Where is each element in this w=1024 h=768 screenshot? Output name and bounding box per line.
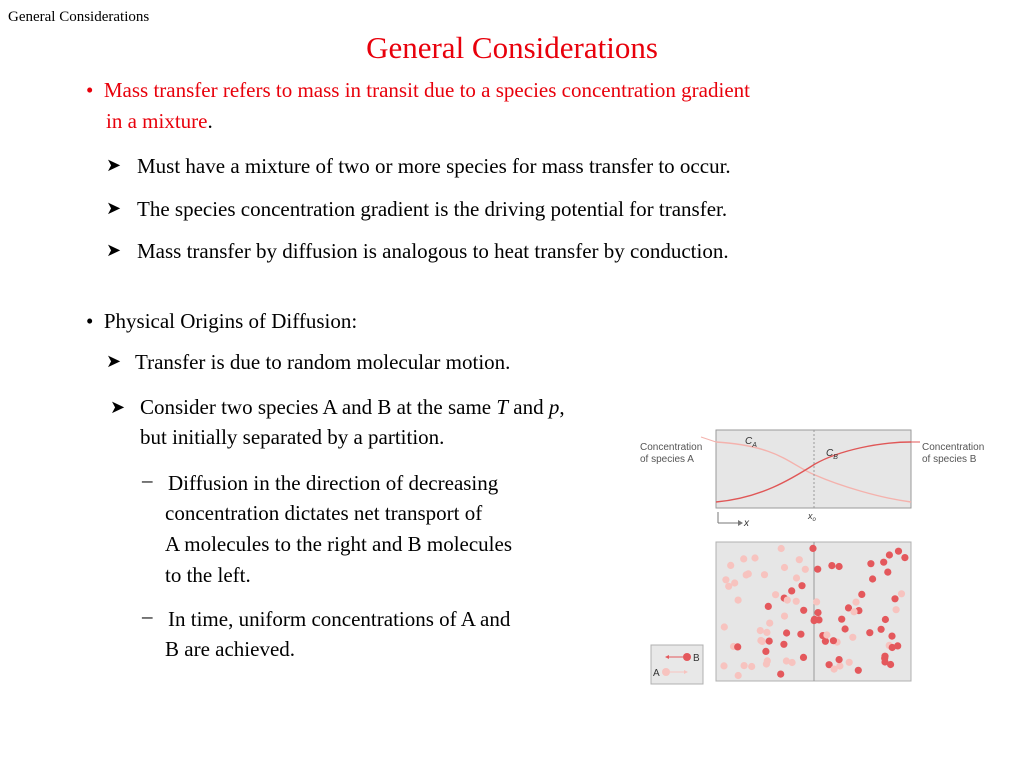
molecule-a bbox=[735, 672, 742, 679]
molecule-a bbox=[796, 556, 803, 563]
molecule-b bbox=[884, 569, 891, 576]
molecule-b bbox=[809, 545, 816, 552]
molecule-a bbox=[761, 571, 768, 578]
bullet-mass-transfer-line2: in a mixture bbox=[106, 109, 208, 133]
molecule-a bbox=[743, 571, 750, 578]
temperature-symbol: T bbox=[496, 395, 509, 419]
dash1-line3: A molecules to the right and B molecules bbox=[165, 532, 513, 556]
molecule-b bbox=[858, 591, 865, 598]
molecule-a bbox=[893, 606, 900, 613]
bullet-dot: • bbox=[86, 309, 94, 333]
sub-bullet-random-motion: Transfer is due to random molecular motion. bbox=[135, 350, 511, 374]
dash-bullet: – bbox=[142, 468, 153, 492]
molecule-b bbox=[734, 643, 741, 650]
dash2-line1: In time, uniform concentrations of A and bbox=[168, 607, 511, 631]
molecule-b bbox=[867, 560, 874, 567]
molecule-a bbox=[748, 663, 755, 670]
molecule-b bbox=[878, 626, 885, 633]
molecule-b bbox=[814, 609, 821, 616]
molecule-a bbox=[722, 576, 729, 583]
molecule-a bbox=[751, 554, 758, 561]
xo-label: $x_o$ bbox=[808, 511, 816, 523]
molecule-a bbox=[763, 629, 770, 636]
bullet-mass-transfer-cont bbox=[106, 106, 213, 137]
x-axis-arrowhead bbox=[738, 520, 743, 526]
leader-line-a bbox=[701, 437, 716, 442]
dash1-line2: concentration dictates net transport of bbox=[165, 501, 483, 525]
molecule-b bbox=[881, 653, 888, 660]
molecule-a bbox=[727, 562, 734, 569]
sub-bullet-mixture: Must have a mixture of two or more species for mass transfer to occur. bbox=[137, 154, 731, 178]
legend-a-label: A bbox=[653, 668, 660, 679]
dash1-line1: Diffusion in the direction of decreasing bbox=[168, 471, 499, 495]
dash1-line4: to the left. bbox=[165, 563, 251, 587]
molecule-a bbox=[793, 574, 800, 581]
bullet-mass-transfer-period: . bbox=[207, 109, 213, 133]
molecule-a bbox=[846, 659, 853, 666]
sub-bullet-two-species-cont: but initially separated by a partition. bbox=[140, 425, 445, 449]
molecule-a bbox=[757, 637, 764, 644]
molecule-a bbox=[778, 545, 785, 552]
molecule-a bbox=[781, 613, 788, 620]
ca-label: $C_A$ bbox=[745, 436, 757, 449]
molecule-b bbox=[842, 625, 849, 632]
molecule-b bbox=[822, 638, 829, 645]
molecule-b bbox=[830, 637, 837, 644]
diffusion-figure bbox=[600, 420, 1020, 690]
sub-bullet-two-species bbox=[140, 392, 565, 423]
legend-b-dot bbox=[683, 653, 691, 661]
molecule-b bbox=[866, 629, 873, 636]
molecule-a bbox=[849, 634, 856, 641]
molecule-b bbox=[780, 641, 787, 648]
molecule-b bbox=[798, 582, 805, 589]
molecule-b bbox=[800, 607, 807, 614]
molecule-a bbox=[725, 583, 732, 590]
molecule-b bbox=[777, 671, 784, 678]
molecule-b bbox=[766, 638, 773, 645]
molecule-a bbox=[813, 598, 820, 605]
arrow-bullet-icon: ➤ bbox=[106, 351, 122, 371]
bullet-dot: • bbox=[86, 78, 94, 102]
molecule-b bbox=[814, 566, 821, 573]
molecule-b bbox=[797, 631, 804, 638]
molecule-b bbox=[882, 616, 889, 623]
molecule-b bbox=[887, 661, 894, 668]
molecule-a bbox=[720, 662, 727, 669]
two-species-text: Consider two species A and B at the same bbox=[140, 395, 497, 419]
molecule-a bbox=[831, 666, 838, 673]
bullet-mass-transfer-line1: Mass transfer refers to mass in transit due to a species concentration gradient bbox=[103, 78, 750, 102]
molecule-a bbox=[852, 599, 859, 606]
molecule-a bbox=[721, 623, 728, 630]
molecule-b bbox=[888, 633, 895, 640]
molecule-a bbox=[764, 657, 771, 664]
molecule-a bbox=[823, 631, 830, 638]
molecule-b bbox=[891, 595, 898, 602]
molecule-a bbox=[783, 657, 790, 664]
slide-title: General Considerations bbox=[366, 30, 658, 65]
molecule-a bbox=[781, 564, 788, 571]
running-header: General Considerations bbox=[8, 9, 150, 25]
sub-bullet-gradient: The species concentration gradient is the driving potential for transfer. bbox=[137, 197, 728, 221]
molecule-b bbox=[836, 563, 843, 570]
label-species-a-line2: of species A bbox=[640, 454, 694, 465]
molecule-b bbox=[895, 548, 902, 555]
molecule-b bbox=[838, 616, 845, 623]
sub-bullet-analogy: Mass transfer by diffusion is analogous to heat transfer by conduction. bbox=[137, 239, 729, 263]
bullet-physical-origins-text: Physical Origins of Diffusion: bbox=[103, 309, 358, 333]
molecule-a bbox=[898, 590, 905, 597]
molecule-b bbox=[788, 587, 795, 594]
cb-label: $C_B$ bbox=[826, 448, 838, 461]
molecule-b bbox=[828, 562, 835, 569]
molecule-b bbox=[886, 551, 893, 558]
dash2-line2: B are achieved. bbox=[165, 637, 296, 661]
molecule-a bbox=[802, 566, 809, 573]
molecule-b bbox=[855, 667, 862, 674]
label-species-b-line1: Concentration bbox=[922, 442, 985, 453]
pressure-symbol: p bbox=[548, 395, 560, 419]
molecule-b bbox=[869, 575, 876, 582]
two-species-and: and bbox=[508, 395, 549, 419]
molecule-a bbox=[741, 662, 748, 669]
bullet-mass-transfer bbox=[86, 75, 750, 106]
dash-bullet: – bbox=[142, 604, 153, 628]
molecule-a bbox=[793, 598, 800, 605]
molecule-b bbox=[880, 559, 887, 566]
molecule-a bbox=[766, 620, 773, 627]
molecule-b bbox=[765, 603, 772, 610]
molecule-b bbox=[901, 554, 908, 561]
molecule-b bbox=[889, 644, 896, 651]
molecule-a bbox=[757, 627, 764, 634]
molecule-b bbox=[762, 648, 769, 655]
molecule-a bbox=[772, 591, 779, 598]
molecule-a bbox=[784, 597, 791, 604]
x-label: x bbox=[744, 518, 749, 529]
molecule-a bbox=[740, 555, 747, 562]
label-species-b-line2: of species B bbox=[922, 454, 977, 465]
molecule-b bbox=[811, 617, 818, 624]
molecule-b bbox=[783, 629, 790, 636]
two-species-comma: , bbox=[559, 395, 565, 419]
label-species-a-line1: Concentration bbox=[640, 442, 703, 453]
arrow-bullet-icon: ➤ bbox=[110, 397, 126, 417]
legend-a-dot bbox=[662, 668, 670, 676]
bullet-physical-origins bbox=[86, 306, 357, 337]
molecule-b bbox=[836, 656, 843, 663]
molecule-a bbox=[735, 597, 742, 604]
molecule-b bbox=[800, 654, 807, 661]
molecule-a bbox=[850, 608, 857, 615]
arrow-bullet-icon: ➤ bbox=[106, 198, 122, 218]
arrow-bullet-icon: ➤ bbox=[106, 155, 122, 175]
arrow-bullet-icon: ➤ bbox=[106, 240, 122, 260]
legend-b-label: B bbox=[693, 653, 700, 664]
